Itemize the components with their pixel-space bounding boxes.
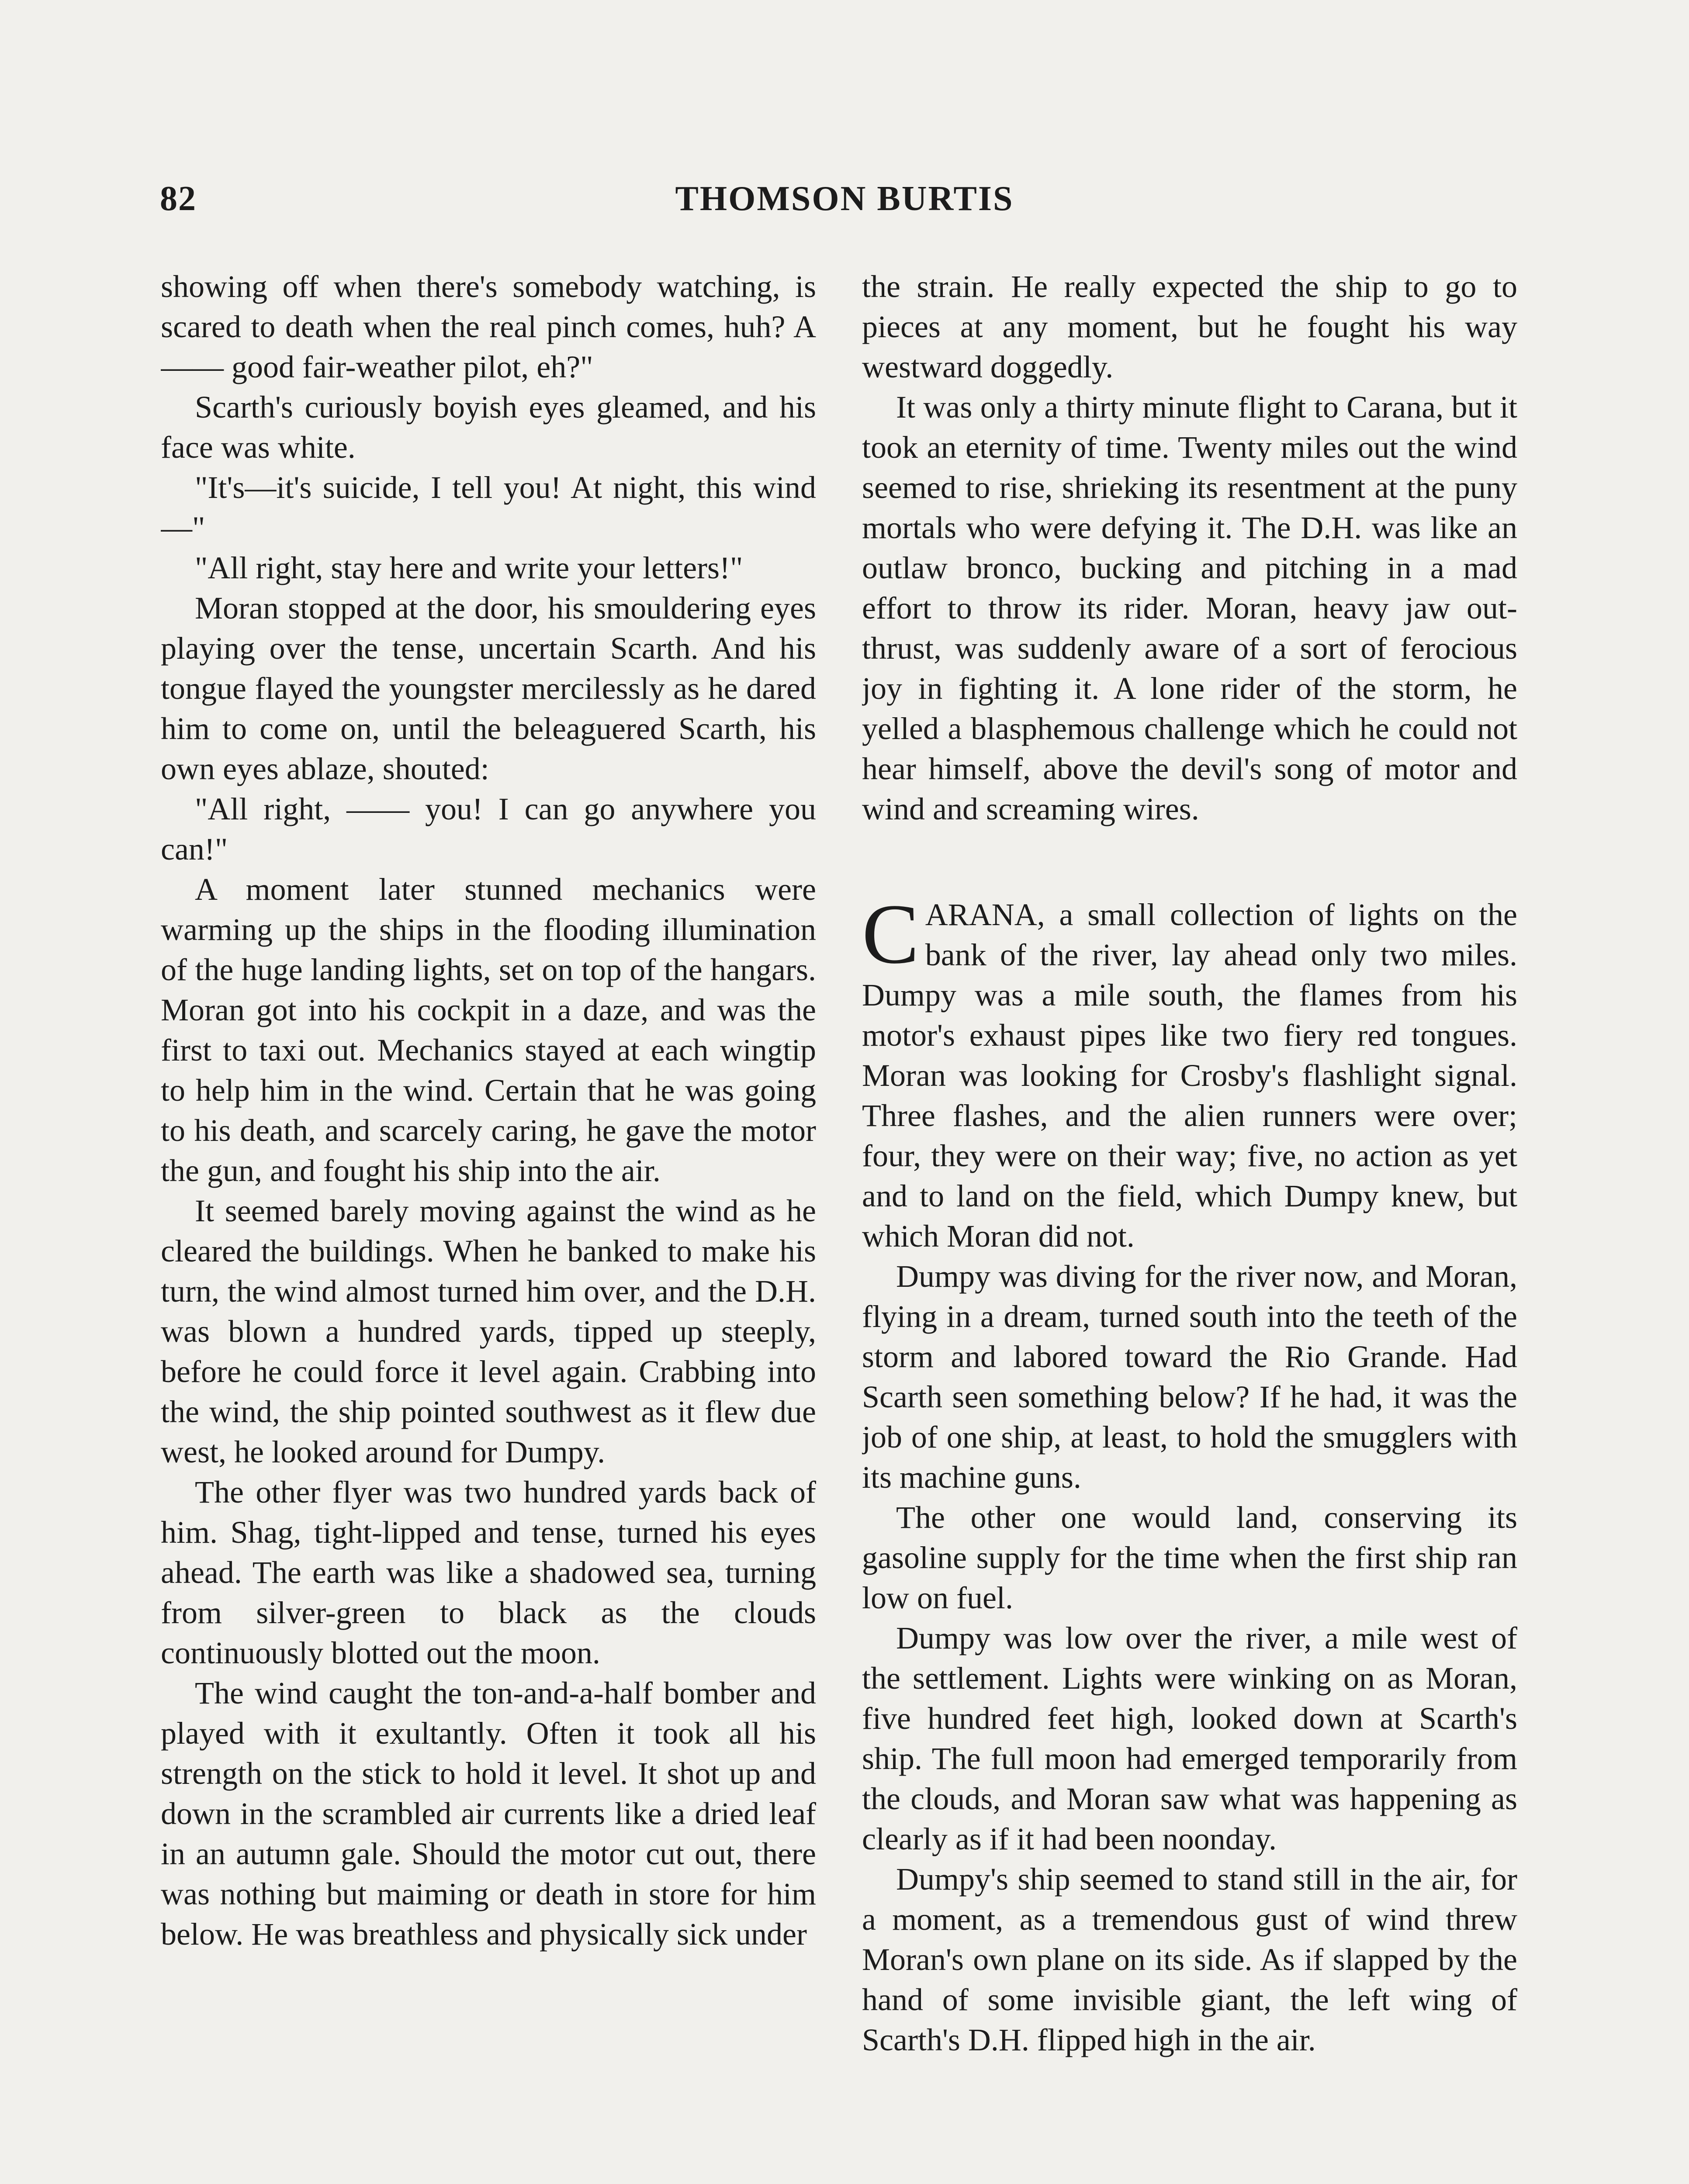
paragraph: The wind caught the ton-and-a-half bomber and played with it exultantly. Often it took all his strength on the stick to hold it level. It shot up and down in the scrambled air currents like a dried leaf in an autumn gale. Should the motor cut out, there was nothing but maiming or death in store for him below. He was breathless and physically sick under (161, 1676, 816, 1952)
drop-cap: C (862, 887, 919, 981)
paragraph: The other flyer was two hundred yards back of him. Shag, tight-lipped and tense, turned his eyes ahead. The earth was like a shadowed sea, turning from silver-green to black as the clouds continuously blotted out the moon. (161, 1475, 816, 1670)
paragraph: It was only a thirty minute flight to Carana, but it took an eternity of time. Twenty miles out the wind seemed to rise, shrieking its resentment at the puny mortals who were defying it. The D.H. was like an outlaw bronco, bucking and pitching in a mad effort to throw its rider. Moran, heavy jaw out-thrust, was suddenly aware of a sort of ferocious joy in fighting it. A lone rider of the storm, he yelled a blasphemous challenge which he could not hear himself, above the devil's song of motor and wind and screaming wires. (862, 390, 1517, 826)
paragraph: "It's—it's suicide, I tell you! At night, this wind—" (161, 470, 816, 545)
paragraph: Dumpy's ship seemed to stand still in the air, for a moment, as a tremendous gust of wind threw Moran's own plane on its side. As if slapped by the hand of some invisible giant, the left wing of Scarth's D.H. flipped high in the air. (862, 1862, 1517, 2057)
page-number: 82 (160, 180, 197, 218)
paragraph: Scarth's curiously boyish eyes gleamed, and his face was white. (161, 390, 816, 465)
paragraph: Dumpy was low over the river, a mile west of the settlement. Lights were winking on as Moran, five hundred feet high, looked down at Scarth's ship. The full moon had emerged temporarily from the clouds, and Moran saw what was happening as clearly as if it had been noonday. (862, 1621, 1517, 1856)
paragraph: It seemed barely moving against the wind as he cleared the buildings. When he banked to make his turn, the wind almost turned him over, and the D.H. was blown a hundred yards, tipped up steeply, before he could force it level again. Crabbing into the wind, the ship pointed southwest as it flew due west, he looked around for Dumpy. (161, 1193, 816, 1469)
paragraph: The other one would land, conserving its gasoline supply for the time when the first ship ran low on fuel. (862, 1500, 1517, 1615)
paragraph: Dumpy was diving for the river now, and Moran, flying in a dream, turned south into the teeth of the storm and labored toward the Rio Grande. Had Scarth seen something below? If he had, it was the job of one ship, at least, to hold the smugglers with its machine guns. (862, 1259, 1517, 1495)
running-head: THOMSON BURTIS (675, 180, 1014, 218)
section-opening-paragraph (862, 887, 1517, 1256)
left-column (161, 266, 816, 2184)
paragraph: the strain. He really expected the ship to go to pieces at any moment, but he fought his way westward doggedly. (862, 269, 1517, 384)
section-opening-text: ARANA, a small collection of lights on the bank of the river, lay ahead only two miles. Dumpy was a mile south, the flames from his motor's exhaust pipes like two fiery red tongues. Moran was looking for Crosby's flashlight signal. Three flashes, and the alien runners were over; four, they were on their way; five, no action as yet and to land on the field, which Dumpy knew, but which Moran did not. (862, 897, 1517, 1254)
paragraph: showing off when there's somebody watching, is scared to death when the real pinch comes, huh? A —— good fair-weather pilot, eh?" (161, 269, 816, 384)
right-column (862, 266, 1517, 2184)
paragraph: A moment later stunned mechanics were warming up the ships in the flooding illumination of the huge landing lights, set on top of the hangars. Moran got into his cockpit in a daze, and was the first to taxi out. Mechanics stayed at each wingtip to help him in the wind. Certain that he was going to his death, and scarcely caring, he gave the motor the gun, and fought his ship into the air. (161, 872, 816, 1188)
paragraph: "All right, —— you! I can go anywhere you can!" (161, 791, 816, 867)
paragraph: Moran stopped at the door, his smouldering eyes playing over the tense, uncertain Scarth. And his tongue flayed the youngster mercilessly as he dared him to come on, until the beleaguered Scarth, his own eyes ablaze, shouted: (161, 591, 816, 786)
paragraph: "All right, stay here and write your letters!" (195, 550, 743, 585)
